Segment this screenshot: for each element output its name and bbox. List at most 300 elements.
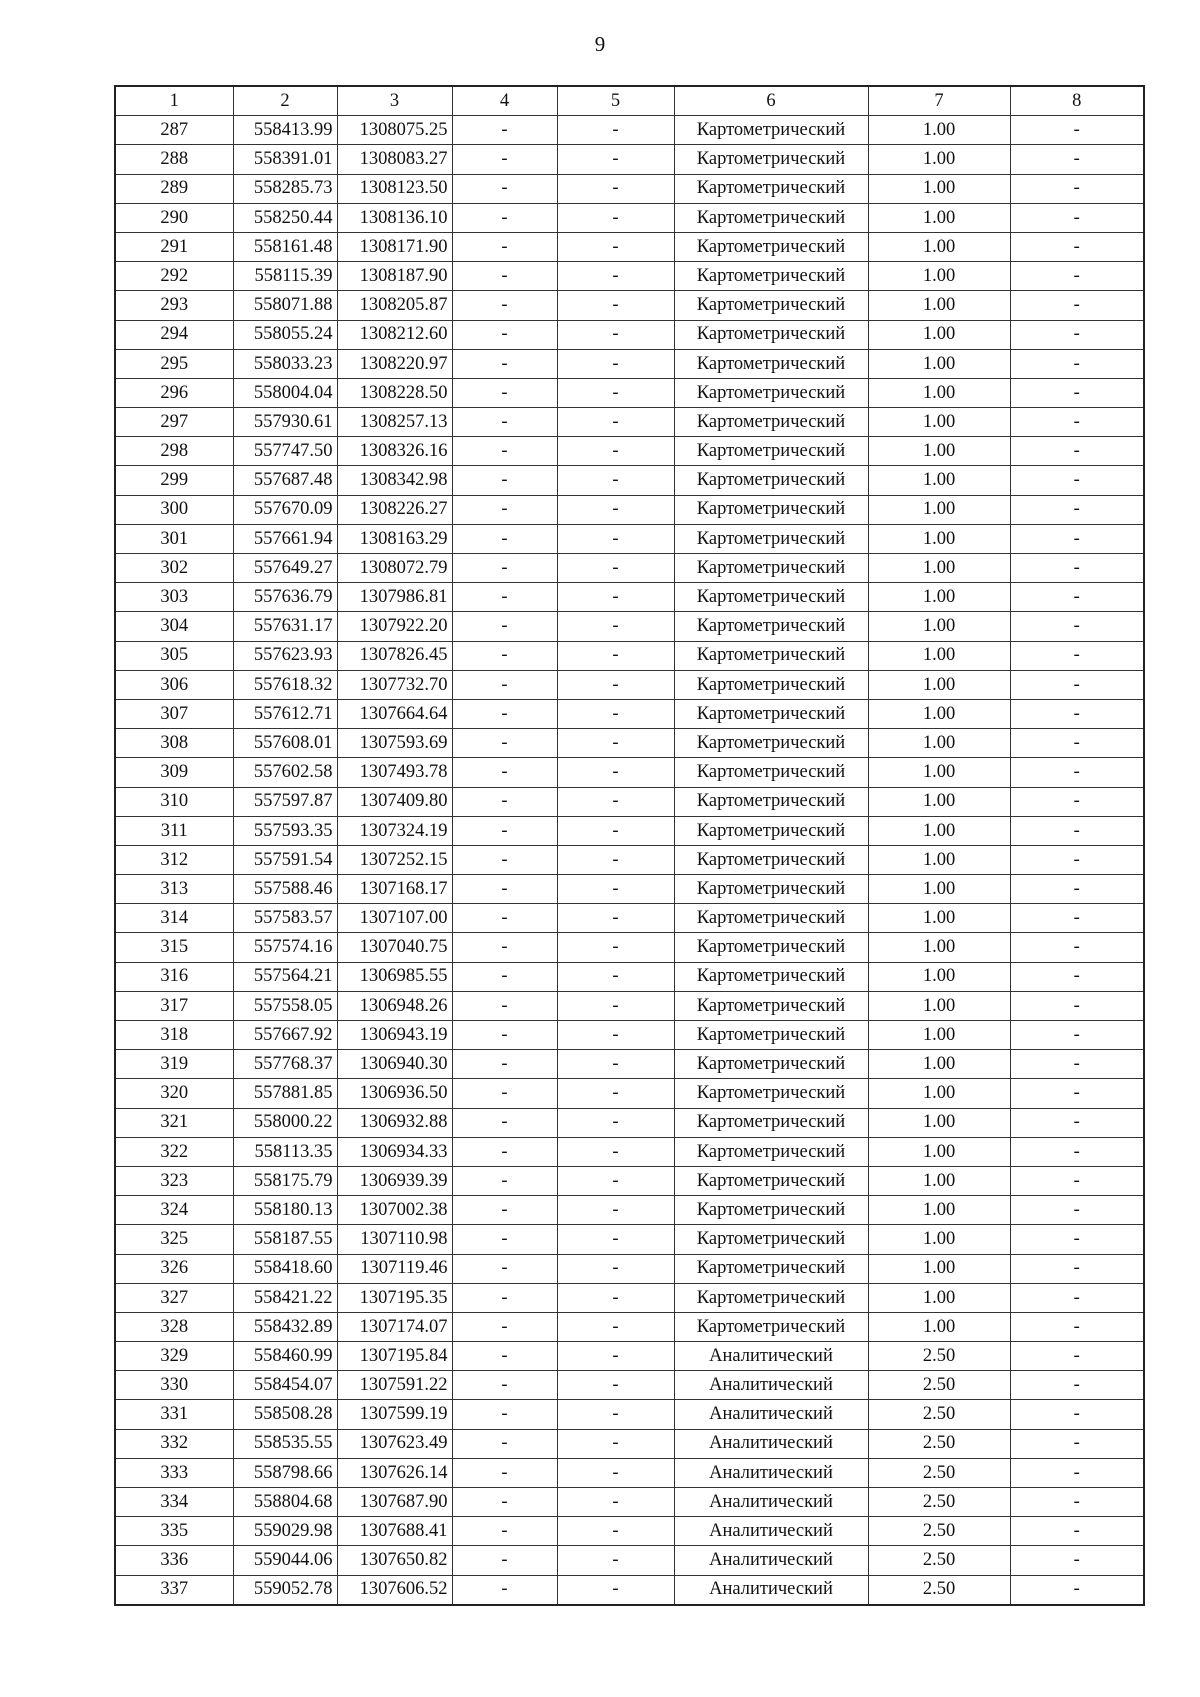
- method-cell: Аналитический: [674, 1517, 868, 1546]
- table-row: [115, 1283, 1144, 1312]
- y-coordinate-cell: 1307650.82: [337, 1546, 452, 1575]
- x-coordinate-cell: 557597.87: [233, 787, 337, 816]
- table-row: [115, 262, 1144, 291]
- point-number-cell: 293: [115, 291, 233, 320]
- table-row: [115, 320, 1144, 349]
- column-4-value-cell: -: [452, 1371, 557, 1400]
- column-8-value-cell: -: [1010, 1546, 1144, 1575]
- method-cell: Картометрический: [674, 612, 868, 641]
- point-number-cell: 330: [115, 1371, 233, 1400]
- method-cell: Картометрический: [674, 1283, 868, 1312]
- accuracy-cell: 1.00: [868, 787, 1010, 816]
- column-8-value-cell: -: [1010, 466, 1144, 495]
- point-number-cell: 319: [115, 1050, 233, 1079]
- table-row: [115, 641, 1144, 670]
- y-coordinate-cell: 1308205.87: [337, 291, 452, 320]
- accuracy-cell: 1.00: [868, 1225, 1010, 1254]
- column-4-value-cell: -: [452, 349, 557, 378]
- column-5-value-cell: -: [557, 1283, 674, 1312]
- column-8-value-cell: -: [1010, 962, 1144, 991]
- method-cell: Картометрический: [674, 554, 868, 583]
- column-5-value-cell: -: [557, 1108, 674, 1137]
- table-row: [115, 729, 1144, 758]
- x-coordinate-cell: 558000.22: [233, 1108, 337, 1137]
- table-header: [115, 86, 1144, 116]
- column-8-value-cell: -: [1010, 1050, 1144, 1079]
- table-row: [115, 1196, 1144, 1225]
- column-8-value-cell: -: [1010, 758, 1144, 787]
- column-8-value-cell: -: [1010, 524, 1144, 553]
- method-cell: Картометрический: [674, 787, 868, 816]
- column-8-value-cell: -: [1010, 1575, 1144, 1605]
- column-4-value-cell: -: [452, 320, 557, 349]
- y-coordinate-cell: 1307493.78: [337, 758, 452, 787]
- column-4-value-cell: -: [452, 1254, 557, 1283]
- table-row: [115, 1342, 1144, 1371]
- column-4-value-cell: -: [452, 1079, 557, 1108]
- point-number-cell: 304: [115, 612, 233, 641]
- x-coordinate-cell: 559052.78: [233, 1575, 337, 1605]
- column-5-value-cell: -: [557, 1050, 674, 1079]
- x-coordinate-cell: 559029.98: [233, 1517, 337, 1546]
- table-row: [115, 1166, 1144, 1195]
- column-4-value-cell: -: [452, 904, 557, 933]
- point-number-cell: 294: [115, 320, 233, 349]
- x-coordinate-cell: 558804.68: [233, 1488, 337, 1517]
- method-cell: Картометрический: [674, 758, 868, 787]
- point-number-cell: 311: [115, 816, 233, 845]
- method-cell: Картометрический: [674, 378, 868, 407]
- column-4-value-cell: -: [452, 495, 557, 524]
- x-coordinate-cell: 557583.57: [233, 904, 337, 933]
- method-cell: Аналитический: [674, 1575, 868, 1605]
- x-coordinate-cell: 558187.55: [233, 1225, 337, 1254]
- table-row: [115, 1108, 1144, 1137]
- x-coordinate-cell: 558535.55: [233, 1429, 337, 1458]
- point-number-cell: 309: [115, 758, 233, 787]
- point-number-cell: 327: [115, 1283, 233, 1312]
- y-coordinate-cell: 1307119.46: [337, 1254, 452, 1283]
- column-5-value-cell: -: [557, 1166, 674, 1195]
- column-5-value-cell: -: [557, 991, 674, 1020]
- column-5-value-cell: -: [557, 962, 674, 991]
- y-coordinate-cell: 1307324.19: [337, 816, 452, 845]
- column-5-value-cell: -: [557, 378, 674, 407]
- point-number-cell: 328: [115, 1312, 233, 1341]
- column-5-value-cell: -: [557, 1137, 674, 1166]
- method-cell: Картометрический: [674, 437, 868, 466]
- column-8-value-cell: -: [1010, 1342, 1144, 1371]
- y-coordinate-cell: 1307688.41: [337, 1517, 452, 1546]
- y-coordinate-cell: 1308123.50: [337, 174, 452, 203]
- y-coordinate-cell: 1308083.27: [337, 145, 452, 174]
- point-number-cell: 287: [115, 116, 233, 145]
- point-number-cell: 297: [115, 408, 233, 437]
- x-coordinate-cell: 558071.88: [233, 291, 337, 320]
- table-row: [115, 378, 1144, 407]
- column-4-value-cell: -: [452, 1517, 557, 1546]
- column-4-value-cell: -: [452, 787, 557, 816]
- column-5-value-cell: -: [557, 1225, 674, 1254]
- point-number-cell: 303: [115, 583, 233, 612]
- column-header-2: 2: [233, 86, 337, 116]
- column-header-7: 7: [868, 86, 1010, 116]
- accuracy-cell: 1.00: [868, 174, 1010, 203]
- column-5-value-cell: -: [557, 1517, 674, 1546]
- y-coordinate-cell: 1308326.16: [337, 437, 452, 466]
- table-row: [115, 1021, 1144, 1050]
- table-row: [115, 203, 1144, 232]
- table-row: [115, 1050, 1144, 1079]
- column-8-value-cell: -: [1010, 232, 1144, 261]
- column-5-value-cell: -: [557, 816, 674, 845]
- point-number-cell: 332: [115, 1429, 233, 1458]
- column-header-5: 5: [557, 86, 674, 116]
- point-number-cell: 312: [115, 845, 233, 874]
- method-cell: Аналитический: [674, 1371, 868, 1400]
- x-coordinate-cell: 558418.60: [233, 1254, 337, 1283]
- column-4-value-cell: -: [452, 1021, 557, 1050]
- table-row: [115, 699, 1144, 728]
- method-cell: Картометрический: [674, 641, 868, 670]
- method-cell: Картометрический: [674, 174, 868, 203]
- y-coordinate-cell: 1307168.17: [337, 875, 452, 904]
- x-coordinate-cell: 558161.48: [233, 232, 337, 261]
- x-coordinate-cell: 557588.46: [233, 875, 337, 904]
- column-5-value-cell: -: [557, 845, 674, 874]
- method-cell: Картометрический: [674, 1021, 868, 1050]
- point-number-cell: 326: [115, 1254, 233, 1283]
- accuracy-cell: 2.50: [868, 1342, 1010, 1371]
- column-5-value-cell: -: [557, 641, 674, 670]
- accuracy-cell: 1.00: [868, 1079, 1010, 1108]
- point-number-cell: 299: [115, 466, 233, 495]
- column-5-value-cell: -: [557, 232, 674, 261]
- accuracy-cell: 1.00: [868, 466, 1010, 495]
- column-8-value-cell: -: [1010, 787, 1144, 816]
- point-number-cell: 295: [115, 349, 233, 378]
- column-8-value-cell: -: [1010, 583, 1144, 612]
- column-5-value-cell: -: [557, 437, 674, 466]
- column-4-value-cell: -: [452, 1488, 557, 1517]
- point-number-cell: 292: [115, 262, 233, 291]
- column-5-value-cell: -: [557, 1312, 674, 1341]
- column-4-value-cell: -: [452, 1429, 557, 1458]
- column-4-value-cell: -: [452, 1137, 557, 1166]
- x-coordinate-cell: 558115.39: [233, 262, 337, 291]
- x-coordinate-cell: 558391.01: [233, 145, 337, 174]
- column-5-value-cell: -: [557, 583, 674, 612]
- x-coordinate-cell: 558033.23: [233, 349, 337, 378]
- column-4-value-cell: -: [452, 1458, 557, 1487]
- column-8-value-cell: -: [1010, 116, 1144, 145]
- x-coordinate-cell: 557593.35: [233, 816, 337, 845]
- method-cell: Аналитический: [674, 1458, 868, 1487]
- column-5-value-cell: -: [557, 145, 674, 174]
- y-coordinate-cell: 1307107.00: [337, 904, 452, 933]
- table-row: [115, 554, 1144, 583]
- point-number-cell: 335: [115, 1517, 233, 1546]
- column-4-value-cell: -: [452, 437, 557, 466]
- accuracy-cell: 1.00: [868, 232, 1010, 261]
- column-8-value-cell: -: [1010, 145, 1144, 174]
- column-4-value-cell: -: [452, 408, 557, 437]
- table-row: [115, 495, 1144, 524]
- x-coordinate-cell: 558460.99: [233, 1342, 337, 1371]
- point-number-cell: 334: [115, 1488, 233, 1517]
- accuracy-cell: 1.00: [868, 1196, 1010, 1225]
- point-number-cell: 290: [115, 203, 233, 232]
- column-5-value-cell: -: [557, 203, 674, 232]
- y-coordinate-cell: 1306948.26: [337, 991, 452, 1020]
- x-coordinate-cell: 557631.17: [233, 612, 337, 641]
- method-cell: Картометрический: [674, 466, 868, 495]
- column-5-value-cell: -: [557, 729, 674, 758]
- column-8-value-cell: -: [1010, 203, 1144, 232]
- column-5-value-cell: -: [557, 408, 674, 437]
- column-4-value-cell: -: [452, 845, 557, 874]
- accuracy-cell: 2.50: [868, 1458, 1010, 1487]
- column-8-value-cell: -: [1010, 1108, 1144, 1137]
- table-row: [115, 845, 1144, 874]
- y-coordinate-cell: 1307252.15: [337, 845, 452, 874]
- table-row: [115, 816, 1144, 845]
- y-coordinate-cell: 1307606.52: [337, 1575, 452, 1605]
- column-4-value-cell: -: [452, 641, 557, 670]
- y-coordinate-cell: 1307409.80: [337, 787, 452, 816]
- column-5-value-cell: -: [557, 1342, 674, 1371]
- column-4-value-cell: -: [452, 1400, 557, 1429]
- column-8-value-cell: -: [1010, 349, 1144, 378]
- column-5-value-cell: -: [557, 1458, 674, 1487]
- point-number-cell: 296: [115, 378, 233, 407]
- column-4-value-cell: -: [452, 933, 557, 962]
- point-number-cell: 323: [115, 1166, 233, 1195]
- point-number-cell: 289: [115, 174, 233, 203]
- y-coordinate-cell: 1308342.98: [337, 466, 452, 495]
- accuracy-cell: 1.00: [868, 203, 1010, 232]
- table-row: [115, 1137, 1144, 1166]
- accuracy-cell: 1.00: [868, 612, 1010, 641]
- x-coordinate-cell: 558421.22: [233, 1283, 337, 1312]
- column-8-value-cell: -: [1010, 1225, 1144, 1254]
- method-cell: Картометрический: [674, 933, 868, 962]
- y-coordinate-cell: 1308187.90: [337, 262, 452, 291]
- table-row: [115, 408, 1144, 437]
- point-number-cell: 316: [115, 962, 233, 991]
- column-4-value-cell: -: [452, 1312, 557, 1341]
- column-4-value-cell: -: [452, 1196, 557, 1225]
- y-coordinate-cell: 1308220.97: [337, 349, 452, 378]
- y-coordinate-cell: 1307732.70: [337, 670, 452, 699]
- x-coordinate-cell: 557612.71: [233, 699, 337, 728]
- column-8-value-cell: -: [1010, 408, 1144, 437]
- table-row: [115, 1312, 1144, 1341]
- y-coordinate-cell: 1307687.90: [337, 1488, 452, 1517]
- column-8-value-cell: -: [1010, 495, 1144, 524]
- accuracy-cell: 1.00: [868, 291, 1010, 320]
- column-5-value-cell: -: [557, 1371, 674, 1400]
- column-5-value-cell: -: [557, 1400, 674, 1429]
- method-cell: Картометрический: [674, 1254, 868, 1283]
- column-8-value-cell: -: [1010, 1400, 1144, 1429]
- column-8-value-cell: -: [1010, 378, 1144, 407]
- column-header-8: 8: [1010, 86, 1144, 116]
- method-cell: Аналитический: [674, 1488, 868, 1517]
- point-number-cell: 333: [115, 1458, 233, 1487]
- column-5-value-cell: -: [557, 320, 674, 349]
- x-coordinate-cell: 557558.05: [233, 991, 337, 1020]
- column-4-value-cell: -: [452, 991, 557, 1020]
- point-number-cell: 317: [115, 991, 233, 1020]
- column-4-value-cell: -: [452, 1108, 557, 1137]
- x-coordinate-cell: 557649.27: [233, 554, 337, 583]
- column-8-value-cell: -: [1010, 437, 1144, 466]
- accuracy-cell: 1.00: [868, 991, 1010, 1020]
- y-coordinate-cell: 1307002.38: [337, 1196, 452, 1225]
- x-coordinate-cell: 558180.13: [233, 1196, 337, 1225]
- accuracy-cell: 1.00: [868, 641, 1010, 670]
- column-4-value-cell: -: [452, 291, 557, 320]
- column-5-value-cell: -: [557, 174, 674, 203]
- header-row: [115, 86, 1144, 116]
- column-8-value-cell: -: [1010, 1166, 1144, 1195]
- method-cell: Аналитический: [674, 1429, 868, 1458]
- point-number-cell: 306: [115, 670, 233, 699]
- y-coordinate-cell: 1307922.20: [337, 612, 452, 641]
- table-row: [115, 991, 1144, 1020]
- method-cell: Картометрический: [674, 1166, 868, 1195]
- table-row: [115, 1079, 1144, 1108]
- x-coordinate-cell: 558432.89: [233, 1312, 337, 1341]
- method-cell: Картометрический: [674, 1225, 868, 1254]
- x-coordinate-cell: 558508.28: [233, 1400, 337, 1429]
- y-coordinate-cell: 1308072.79: [337, 554, 452, 583]
- x-coordinate-cell: 557623.93: [233, 641, 337, 670]
- column-4-value-cell: -: [452, 174, 557, 203]
- column-5-value-cell: -: [557, 116, 674, 145]
- table-row: [115, 1254, 1144, 1283]
- column-4-value-cell: -: [452, 116, 557, 145]
- column-5-value-cell: -: [557, 1575, 674, 1605]
- column-5-value-cell: -: [557, 554, 674, 583]
- column-8-value-cell: -: [1010, 991, 1144, 1020]
- table-row: [115, 1429, 1144, 1458]
- column-8-value-cell: -: [1010, 699, 1144, 728]
- x-coordinate-cell: 557591.54: [233, 845, 337, 874]
- x-coordinate-cell: 559044.06: [233, 1546, 337, 1575]
- point-number-cell: 322: [115, 1137, 233, 1166]
- y-coordinate-cell: 1306932.88: [337, 1108, 452, 1137]
- x-coordinate-cell: 558454.07: [233, 1371, 337, 1400]
- column-8-value-cell: -: [1010, 1312, 1144, 1341]
- method-cell: Картометрический: [674, 583, 868, 612]
- point-number-cell: 301: [115, 524, 233, 553]
- column-5-value-cell: -: [557, 933, 674, 962]
- column-header-3: 3: [337, 86, 452, 116]
- column-8-value-cell: -: [1010, 320, 1144, 349]
- page-number: 9: [594, 32, 606, 56]
- table-row: [115, 1517, 1144, 1546]
- column-5-value-cell: -: [557, 1254, 674, 1283]
- method-cell: Картометрический: [674, 1196, 868, 1225]
- column-8-value-cell: -: [1010, 1196, 1144, 1225]
- column-8-value-cell: -: [1010, 1079, 1144, 1108]
- column-8-value-cell: -: [1010, 1137, 1144, 1166]
- coordinates-table: [114, 85, 1145, 1606]
- column-8-value-cell: -: [1010, 1283, 1144, 1312]
- column-header-6: 6: [674, 86, 868, 116]
- method-cell: Картометрический: [674, 875, 868, 904]
- accuracy-cell: 1.00: [868, 378, 1010, 407]
- column-header-1: 1: [115, 86, 233, 116]
- accuracy-cell: 1.00: [868, 408, 1010, 437]
- accuracy-cell: 2.50: [868, 1575, 1010, 1605]
- accuracy-cell: 1.00: [868, 1137, 1010, 1166]
- point-number-cell: 310: [115, 787, 233, 816]
- column-5-value-cell: -: [557, 904, 674, 933]
- method-cell: Картометрический: [674, 845, 868, 874]
- accuracy-cell: 1.00: [868, 349, 1010, 378]
- column-8-value-cell: -: [1010, 904, 1144, 933]
- column-8-value-cell: -: [1010, 174, 1144, 203]
- column-5-value-cell: -: [557, 262, 674, 291]
- accuracy-cell: 1.00: [868, 699, 1010, 728]
- column-5-value-cell: -: [557, 349, 674, 378]
- column-5-value-cell: -: [557, 612, 674, 641]
- y-coordinate-cell: 1306936.50: [337, 1079, 452, 1108]
- y-coordinate-cell: 1307826.45: [337, 641, 452, 670]
- accuracy-cell: 1.00: [868, 524, 1010, 553]
- column-8-value-cell: -: [1010, 1254, 1144, 1283]
- table-row: [115, 466, 1144, 495]
- accuracy-cell: 1.00: [868, 1254, 1010, 1283]
- table-row: [115, 933, 1144, 962]
- column-8-value-cell: -: [1010, 875, 1144, 904]
- y-coordinate-cell: 1306940.30: [337, 1050, 452, 1079]
- x-coordinate-cell: 558113.35: [233, 1137, 337, 1166]
- point-number-cell: 324: [115, 1196, 233, 1225]
- accuracy-cell: 1.00: [868, 1312, 1010, 1341]
- column-4-value-cell: -: [452, 1575, 557, 1605]
- column-8-value-cell: -: [1010, 1429, 1144, 1458]
- column-5-value-cell: -: [557, 495, 674, 524]
- column-4-value-cell: -: [452, 670, 557, 699]
- column-5-value-cell: -: [557, 524, 674, 553]
- y-coordinate-cell: 1308226.27: [337, 495, 452, 524]
- y-coordinate-cell: 1307195.35: [337, 1283, 452, 1312]
- y-coordinate-cell: 1307626.14: [337, 1458, 452, 1487]
- accuracy-cell: 1.00: [868, 904, 1010, 933]
- accuracy-cell: 2.50: [868, 1429, 1010, 1458]
- accuracy-cell: 1.00: [868, 1050, 1010, 1079]
- method-cell: Картометрический: [674, 232, 868, 261]
- accuracy-cell: 2.50: [868, 1488, 1010, 1517]
- column-4-value-cell: -: [452, 203, 557, 232]
- x-coordinate-cell: 557661.94: [233, 524, 337, 553]
- column-4-value-cell: -: [452, 1283, 557, 1312]
- table-row: [115, 349, 1144, 378]
- method-cell: Картометрический: [674, 203, 868, 232]
- column-5-value-cell: -: [557, 291, 674, 320]
- x-coordinate-cell: 557667.92: [233, 1021, 337, 1050]
- y-coordinate-cell: 1307599.19: [337, 1400, 452, 1429]
- column-8-value-cell: -: [1010, 1517, 1144, 1546]
- table-row: [115, 962, 1144, 991]
- x-coordinate-cell: 558285.73: [233, 174, 337, 203]
- method-cell: Картометрический: [674, 1312, 868, 1341]
- point-number-cell: 302: [115, 554, 233, 583]
